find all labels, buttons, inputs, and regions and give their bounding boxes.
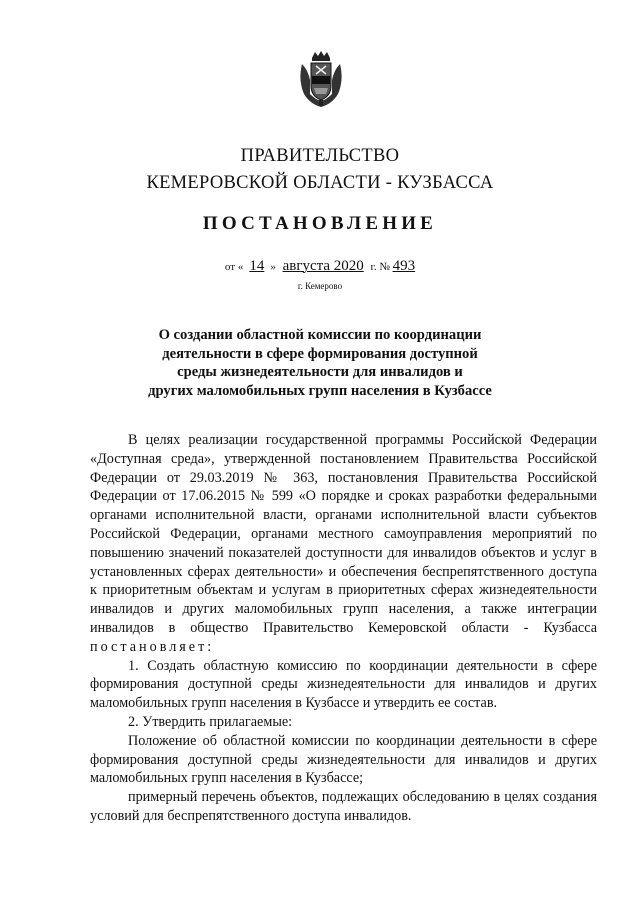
- number-sign: №: [379, 261, 390, 273]
- document-city: г. Кемерово: [297, 281, 343, 291]
- document-date-line: [0, 258, 640, 275]
- government-name-line2: КЕМЕРОВСКОЙ ОБЛАСТИ - КУЗБАССА: [146, 173, 494, 193]
- date-month-year: августа 2020: [282, 258, 364, 274]
- document-body: [90, 431, 597, 826]
- year-abbrev: г.: [370, 261, 377, 273]
- title-line: других маломобильных групп населения в Кузбассе: [148, 382, 492, 399]
- preamble-text: В целях реализации государственной программы Российской Федерации «Доступная среда», утвержденной постановлением Правительства Российской Федерации от 29.03.2019 № 363, постановления Правительства Российской Федерации от 17.06.2015 № 599 «О порядке и сроках разработки федеральными органами исполнительной власти, органами исполнительной власти субъектов Российской Федерации, органами местного самоуправления мероприятий по повышению значений показателей доступности для инвалидов объектов и услуг в установленных сферах деятельности» и обеспечения беспрепятственного доступа к приоритетным объектам и услугам в приоритетных сферах жизнедеятельности инвалидов и других маломобильных групп населения, а также интеграции инвалидов в общество Правительство Кемеровской области - Кузбасса: [90, 432, 597, 636]
- government-name-line1: ПРАВИТЕЛЬСТВО: [240, 146, 400, 166]
- clause-1-paragraph: 1. Создать областную комиссию по координации деятельности в сфере формирования доступной среды жизнедеятельности для инвалидов и других маломобильных групп населения в Кузбассе и утвердить ее состав.: [90, 657, 597, 712]
- title-line: среды жизнедеятельности для инвалидов и: [177, 364, 463, 381]
- date-prefix: от «: [224, 261, 244, 273]
- title-line: О создании областной комиссии по координации: [158, 327, 482, 343]
- approved-item-list: примерный перечень объектов, подлежащих обследованию в целях создания условий для беспрепятственного доступа инвалидов.: [90, 789, 597, 824]
- date-quote-close: »: [270, 261, 276, 273]
- document-title: [90, 326, 550, 400]
- approved-item-regulation: Положение об областной комиссии по координации деятельности в сфере формирования доступной среды жизнедеятельности для инвалидов и других маломобильных групп населения в Кузбассе;: [90, 732, 597, 787]
- preamble-paragraph: [90, 431, 597, 657]
- document-type-heading: ПОСТАНОВЛЕНИЕ: [202, 213, 438, 234]
- coat-of-arms-icon: [298, 50, 344, 108]
- date-day: 14: [249, 258, 265, 274]
- document-number: 493: [392, 258, 416, 274]
- clause-2-paragraph: 2. Утвердить прилагаемые:: [128, 713, 293, 730]
- title-line: деятельности в сфере формирования доступной: [162, 345, 478, 362]
- resolves-word: постановляет:: [90, 638, 215, 655]
